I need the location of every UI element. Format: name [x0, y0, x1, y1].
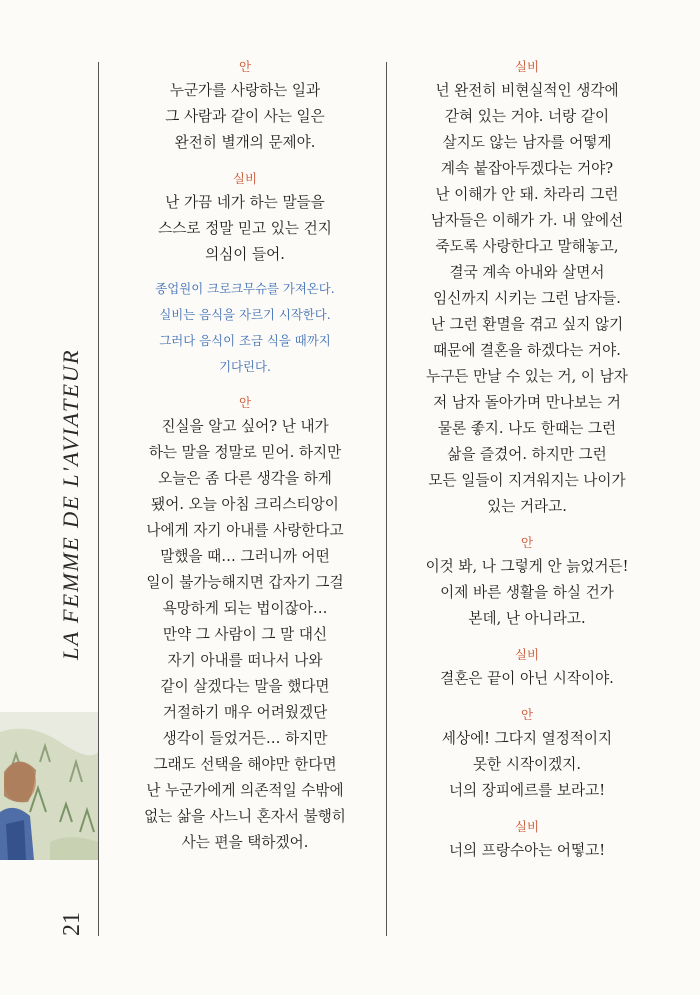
dialogue-block — [112, 78, 378, 156]
dialogue-line: 거절하기 매우 어려웠겠단 — [162, 704, 328, 721]
dialogue-line: 의심이 들어. — [205, 246, 285, 263]
dialogue-line: 누구든 만날 수 있는 거, 이 남자 — [426, 368, 628, 385]
dialogue-block — [396, 726, 658, 804]
speaker-label: 실비 — [514, 647, 540, 662]
speaker-label: 실비 — [232, 171, 258, 186]
left-margin-rule — [98, 62, 99, 936]
dialogue-line: 스스로 정말 믿고 있는 건지 — [158, 220, 332, 237]
watercolor-illustration — [0, 712, 98, 860]
dialogue-block — [396, 78, 658, 520]
dialogue-line: 이것 봐, 나 그렇게 안 늙었거든! — [425, 558, 629, 575]
dialogue-line: 넌 완전히 비현실적인 생각에 — [435, 82, 619, 99]
dialogue-block — [396, 554, 658, 632]
dialogue-line: 말했을 때… 그러니까 어떤 — [160, 548, 330, 565]
page-number: 21 — [59, 912, 85, 936]
right-text-column — [396, 56, 658, 864]
speaker-label: 안 — [238, 59, 252, 74]
dialogue-line: 결국 계속 아내와 살면서 — [449, 264, 605, 281]
dialogue-line: 자기 아내를 떠나서 나와 — [167, 652, 323, 669]
dialogue-line: 일이 불가능해지면 갑자기 그걸 — [146, 574, 344, 591]
dialogue-line: 난 누군가에게 의존적일 수밖에 — [146, 782, 344, 799]
dialogue-line: 남자들은 이해가 가. 내 앞에선 — [430, 212, 624, 229]
left-text-column — [112, 56, 378, 856]
dialogue-line: 모든 일들이 지겨워지는 나이가 — [428, 472, 626, 489]
speaker-label: 안 — [520, 707, 534, 722]
dialogue-line: 사는 편을 택하겠어. — [181, 834, 309, 851]
dialogue-line: 난 가끔 네가 하는 말들을 — [165, 194, 325, 211]
dialogue-line: 결혼은 끝이 아닌 시작이야. — [440, 670, 614, 687]
dialogue-line: 그래도 선택을 해야만 한다면 — [153, 756, 337, 773]
dialogue-line: 이제 바른 생활을 하실 건가 — [440, 584, 614, 601]
speaker-label: 실비 — [514, 59, 540, 74]
dialogue-line: 누군가를 사랑하는 일과 — [169, 82, 321, 99]
dialogue-line: 만약 그 사람이 그 말 대신 — [162, 626, 328, 643]
dialogue-line: 욕망하게 되는 법이잖아… — [162, 600, 328, 617]
stage-direction-line: 기다린다. — [219, 359, 271, 374]
speaker-label: 안 — [520, 535, 534, 550]
dialogue-block — [396, 666, 658, 692]
dialogue-line: 갇혀 있는 거야. 너랑 같이 — [444, 108, 610, 125]
dialogue-line: 계속 붙잡아두겠다는 거야? — [440, 160, 614, 177]
dialogue-line: 물론 좋지. 나도 한때는 그런 — [437, 420, 617, 437]
dialogue-block — [112, 190, 378, 268]
dialogue-line: 있는 거라고. — [487, 498, 567, 515]
dialogue-line: 진실을 알고 싶어? 난 내가 — [161, 418, 329, 435]
dialogue-line: 난 이해가 안 돼. 차라리 그런 — [435, 186, 619, 203]
dialogue-line: 그 사람과 같이 사는 일은 — [165, 108, 325, 125]
dialogue-line: 본데, 난 아니라고. — [468, 610, 586, 627]
stage-direction — [112, 276, 378, 380]
dialogue-block — [396, 838, 658, 864]
dialogue-line: 같이 살겠다는 말을 했다면 — [160, 678, 330, 695]
dialogue-line: 됐어. 오늘 아침 크리스티앙이 — [151, 496, 339, 513]
stage-direction-line: 실비는 음식을 자르기 시작한다. — [159, 307, 331, 322]
dialogue-line: 못한 시작이겠지. — [473, 756, 581, 773]
speaker-label: 실비 — [514, 819, 540, 834]
running-title: LA FEMME DE L'AVIATEUR — [58, 348, 83, 660]
speaker-label: 안 — [238, 395, 252, 410]
dialogue-line: 난 그런 환멸을 겪고 싶지 않기 — [430, 316, 624, 333]
dialogue-line: 죽도록 사랑한다고 말해놓고, — [435, 238, 619, 255]
dialogue-line: 하는 말을 정말로 믿어. 하지만 — [148, 444, 342, 461]
dialogue-line: 너의 프랑수아는 어떻고! — [448, 842, 606, 859]
dialogue-line: 오늘은 좀 다른 생각을 하게 — [158, 470, 332, 487]
dialogue-line: 생각이 들었거든… 하지만 — [162, 730, 328, 747]
dialogue-line: 없는 삶을 사느니 혼자서 불행히 — [144, 808, 346, 825]
dialogue-block — [112, 414, 378, 856]
stage-direction-line: 그러다 음식이 조금 식을 때까지 — [159, 333, 331, 348]
column-divider — [386, 62, 387, 936]
dialogue-line: 삶을 즐겼어. 하지만 그런 — [447, 446, 607, 463]
dialogue-line: 저 남자 돌아가며 만나보는 거 — [433, 394, 621, 411]
dialogue-line: 완전히 별개의 문제야. — [174, 134, 316, 151]
dialogue-line: 임신까지 시키는 그런 남자들. — [433, 290, 621, 307]
dialogue-line: 너의 장피에르를 보라고! — [448, 782, 606, 799]
dialogue-line: 살지도 않는 남자를 어떻게 — [442, 134, 612, 151]
dialogue-line: 세상에! 그다지 열정적이지 — [441, 730, 613, 747]
dialogue-line: 나에게 자기 아내를 사랑한다고 — [146, 522, 344, 539]
stage-direction-line: 종업원이 크로크무슈를 가져온다. — [155, 281, 335, 296]
dialogue-line: 때문에 결혼을 하겠다는 거야. — [433, 342, 621, 359]
